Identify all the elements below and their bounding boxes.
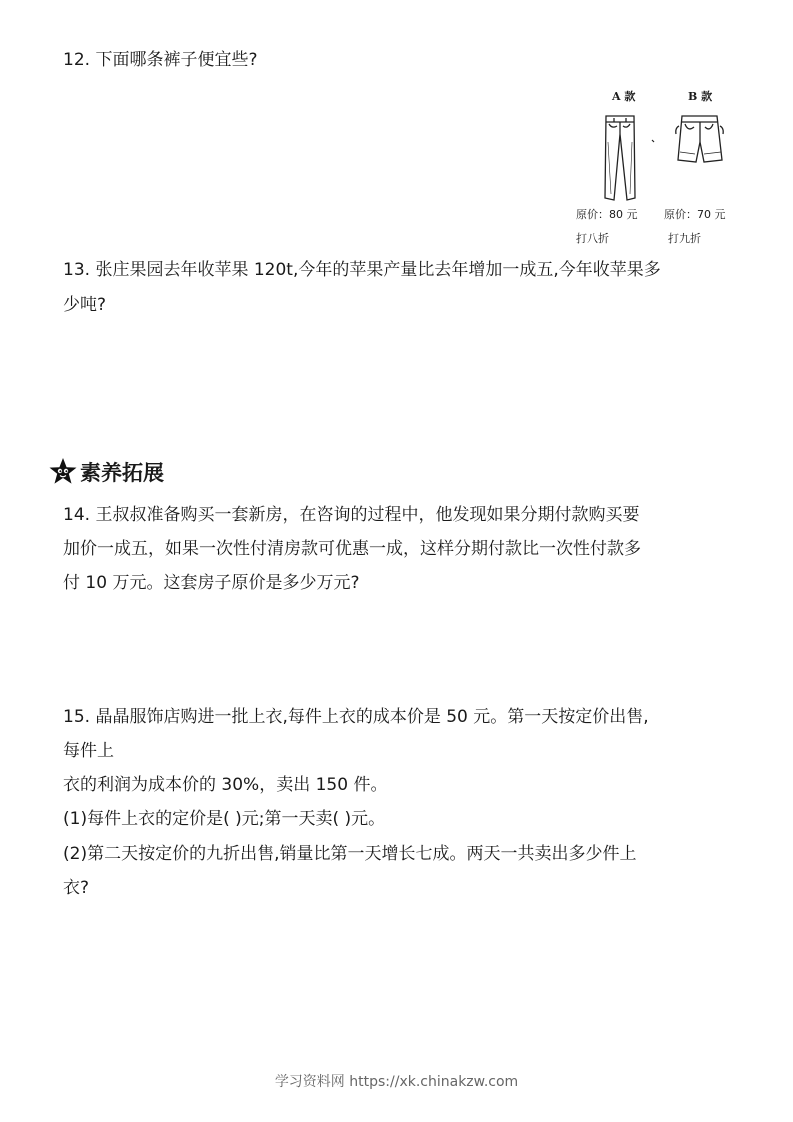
footer-watermark: 学习资料网 https://xk.chinakzw.com [274,1074,519,1090]
question-15-part-2-cont: 衣? [63,878,90,898]
question-15-line-1: 15. 晶晶服饰店购进一批上衣,每件上衣的成本价是 50 元。第一天按定价出售, [63,707,649,727]
question-13-line-1: 13. 张庄果园去年收苹果 120t,今年的苹果产量比去年增加一成五,今年收苹果多 [63,260,661,280]
style-b-discount: 打九折 [668,232,701,245]
style-b-title: B 款 [688,90,713,103]
question-14-line-2: 加价一成五，如果一次性付清房款可优惠一成，这样分期付款比一次性付款多 [63,539,641,559]
pants-illustrations [572,82,747,247]
question-15-part-1: (1)每件上衣的定价是( )元;第一天卖( )元。 [63,809,386,829]
pants-comparison-figure [572,82,747,247]
question-12: 12. 下面哪条裤子便宜些? [63,50,258,70]
question-15-line-3: 衣的利润为成本价的 30%，卖出 150 件。 [63,775,388,795]
question-15-line-2: 每件上 [63,741,114,761]
section-header [48,456,164,488]
star-mascot-icon [48,457,78,487]
shorts-icon [676,116,723,162]
question-13-line-2: 少吨? [63,295,107,315]
style-a-title: A 款 [612,90,636,103]
style-b-price: 原价：70 元 [664,208,726,221]
question-15-part-2: (2)第二天按定价的九折出售,销量比第一天增长七成。两天一共卖出多少件上 [63,844,637,864]
long-pants-icon [605,116,635,200]
question-14-line-3: 付 10 万元。这套房子原价是多少万元? [63,573,360,593]
section-title: 素养拓展 [80,461,164,485]
question-14-line-1: 14. 王叔叔准备购买一套新房，在咨询的过程中，他发现如果分期付款购买要 [63,505,640,525]
style-a-discount: 打八折 [576,232,609,245]
style-a-price: 原价：80 元 [576,208,638,221]
